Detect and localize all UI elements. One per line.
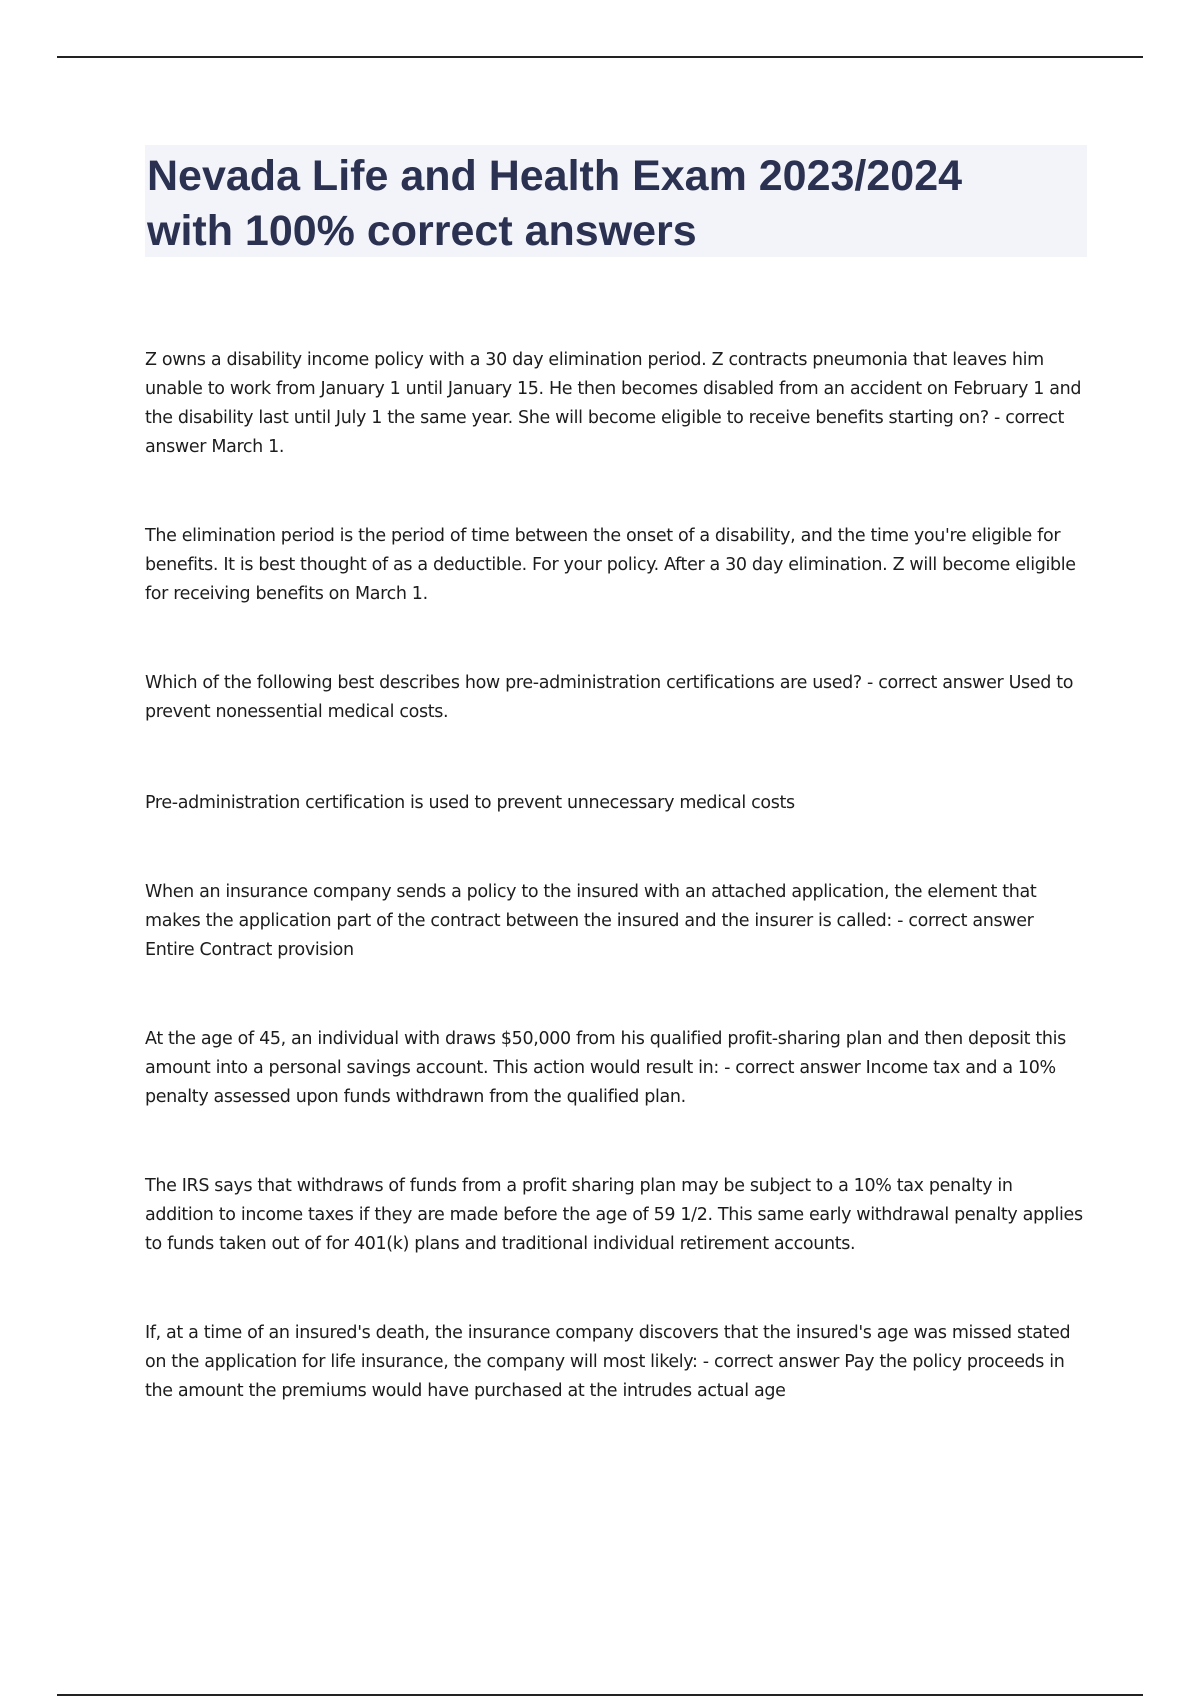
top-rule <box>57 56 1143 58</box>
title-line-2: with 100% correct answers <box>147 207 697 255</box>
explanation-1: The elimination period is the period of time between the onset of a disability, and the time you're eligible for benefits. It is best thought of as a deductible. For your policy. After a 30 day elimination. Z will become eligible for receiving benefits on March 1. <box>145 526 1076 604</box>
title-line-1: Nevada Life and Health Exam 2023/2024 <box>147 152 963 200</box>
document-title <box>145 145 1087 257</box>
question-4: At the age of 45, an individual with draws $50,000 from his qualified profit-sharing plan and then deposit this amount into a personal savings account. This action would result in: - correct answer Income tax and a 10% penalty assessed upon funds withdrawn from the qualified plan. <box>145 1029 1066 1107</box>
document-body <box>145 346 1085 1406</box>
question-1: Z owns a disability income policy with a 30 day elimination period. Z contracts pneumonia that leaves him unable to work from January 1 until January 15. He then becomes disabled from an accident on February 1 and the disability last until July 1 the same year. She will become eligible to receive benefits starting on? - correct answer March 1. <box>145 350 1082 457</box>
explanation-4: The IRS says that withdraws of funds from a profit sharing plan may be subject to a 10% tax penalty in addition to income taxes if they are made before the age of 59 1/2. This same early withdrawal penalty applies to funds taken out of for 401(k) plans and traditional individual retirement accounts. <box>145 1176 1083 1254</box>
explanation-2: Pre-administration certification is used to prevent unnecessary medical costs <box>145 793 795 813</box>
question-5: If, at a time of an insured's death, the insurance company discovers that the insured's age was missed stated on the application for life insurance, the company will most likely: - correct answer Pay the policy proceeds in the amount the premiums would have purchased at the intrudes actual age <box>145 1323 1071 1401</box>
question-2: Which of the following best describes how pre-administration certifications are used? - correct answer Used to prevent nonessential medical costs. <box>145 673 1074 722</box>
bottom-rule <box>57 1694 1143 1696</box>
question-3: When an insurance company sends a policy to the insured with an attached application, the element that makes the application part of the contract between the insured and the insurer is called: - correct answer Entire Contract provision <box>145 882 1037 960</box>
